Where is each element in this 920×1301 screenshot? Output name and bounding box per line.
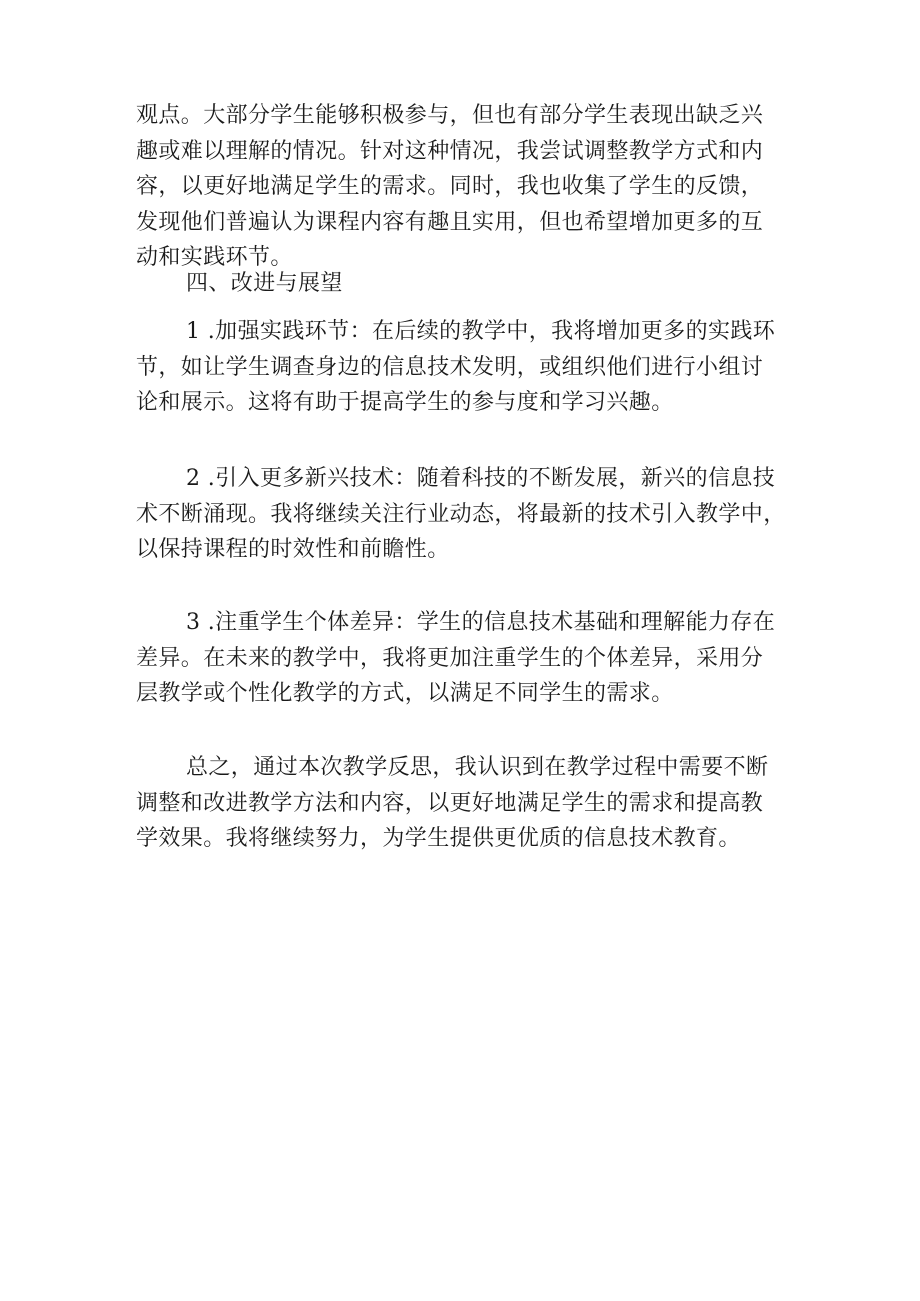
- text-line: 论和展示。这将有助于提高学生的参与度和学习兴趣。: [136, 390, 674, 415]
- text-line: 动和实践环节。: [136, 245, 293, 270]
- section-heading: [136, 266, 796, 302]
- text-line: 趣或难以理解的情况。针对这种情况，我尝试调整教学方式和内: [136, 138, 764, 164]
- text-line: 差异。在未来的教学中，我将更加注重学生的个体差异，采用分: [136, 645, 764, 671]
- list-item-3: [136, 605, 796, 712]
- text-line: 2 .引入更多新兴技术：随着科技的不断发展，新兴的信息技: [186, 466, 776, 491]
- heading-line: 四、改进与展望: [186, 271, 343, 296]
- text-line: 节，如让学生调查身边的信息技术发明，或组织他们进行小组讨: [136, 354, 764, 380]
- text-line: 调整和改进教学方法和内容，以更好地满足学生的需求和提高教: [136, 790, 764, 816]
- text-line: 3 .注重学生个体差异：学生的信息技术基础和理解能力存在: [186, 610, 776, 635]
- text-line: 观点。大部分学生能够积极参与，但也有部分学生表现出缺乏兴: [136, 103, 764, 128]
- text-line: 发现他们普遍认为课程内容有趣且实用，但也希望增加更多的互: [136, 209, 764, 235]
- text-line: 层教学或个性化教学的方式，以满足不同学生的需求。: [136, 681, 674, 706]
- paragraph-continuation: [136, 98, 796, 276]
- text-line: 1 .加强实践环节：在后续的教学中，我将增加更多的实践环: [186, 319, 776, 344]
- text-line: 以保持课程的时效性和前瞻性。: [136, 537, 450, 562]
- text-line: 术不断涌现。我将继续关注行业动态，将最新的技术引入教学中，: [136, 501, 786, 527]
- text-line: 学效果。我将继续努力，为学生提供更优质的信息技术教育。: [136, 826, 741, 851]
- paragraph-conclusion: [136, 750, 796, 857]
- list-item-2: [136, 461, 796, 568]
- list-item-1: [136, 314, 796, 421]
- text-line: 总之，通过本次教学反思，我认识到在教学过程中需要不断: [186, 755, 769, 780]
- text-line: 容，以更好地满足学生的需求。同时，我也收集了学生的反馈，: [136, 174, 764, 199]
